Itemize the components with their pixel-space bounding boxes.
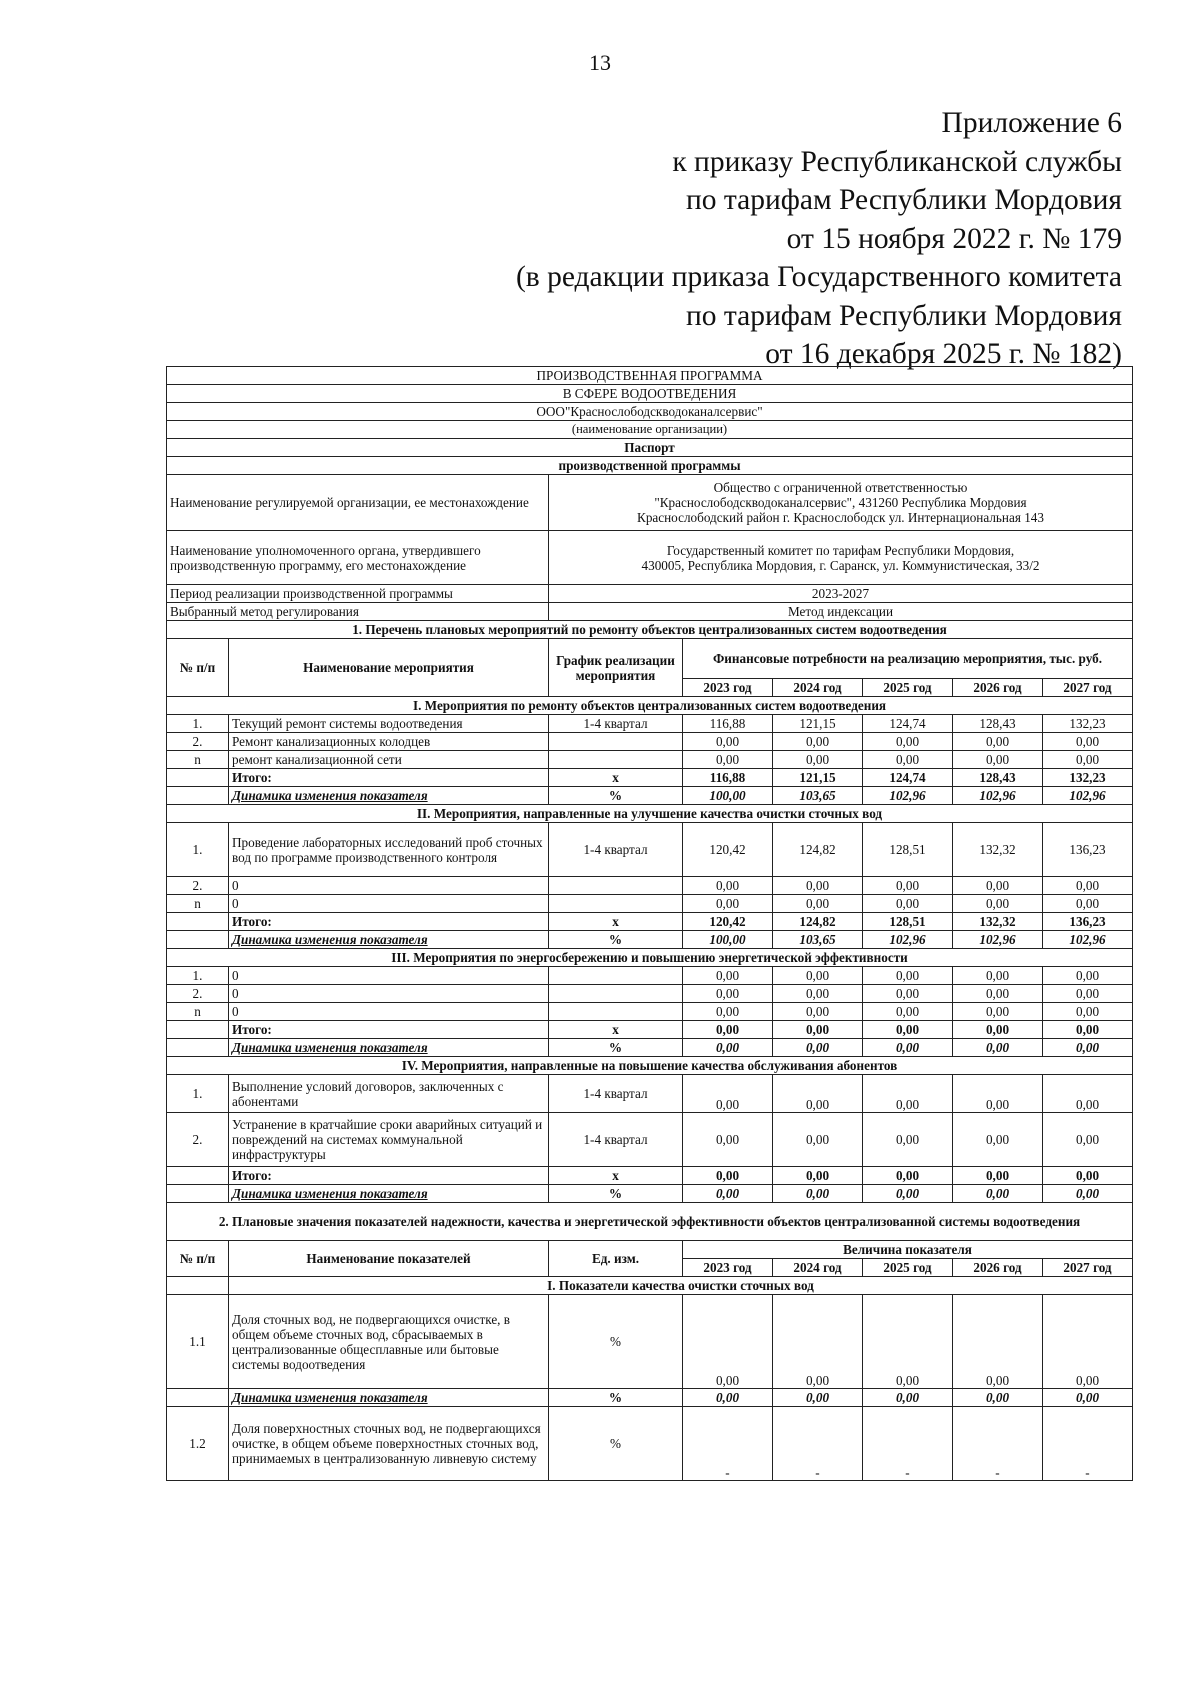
- row-value: 132,23: [1043, 715, 1133, 733]
- row-value: 0,00: [773, 1075, 863, 1113]
- organization-note: (наименование организации): [167, 421, 1133, 439]
- row-value: 0,00: [773, 733, 863, 751]
- col-unit-header: Ед. изм.: [549, 1241, 683, 1277]
- row-schedule: [549, 733, 683, 751]
- table-row: [167, 1113, 1133, 1167]
- total-value: 116,88: [683, 769, 773, 787]
- total-value: 0,00: [1043, 1021, 1133, 1039]
- row-num: n: [167, 1003, 229, 1021]
- empty-cell: [167, 1021, 229, 1039]
- table-row: [167, 967, 1133, 985]
- dynamics-value: 102,96: [953, 931, 1043, 949]
- row-name: 0: [229, 877, 549, 895]
- row-name: Ремонт канализационных колодцев: [229, 733, 549, 751]
- header-line: Приложение 6: [941, 107, 1122, 139]
- total-label: Итого:: [229, 913, 549, 931]
- row-value: 0,00: [683, 751, 773, 769]
- total-value: 120,42: [683, 913, 773, 931]
- total-value: 136,23: [1043, 913, 1133, 931]
- dynamics-value: 100,00: [683, 787, 773, 805]
- empty-cell: [167, 1167, 229, 1185]
- total-value: 0,00: [953, 1021, 1043, 1039]
- row-value: 0,00: [863, 985, 953, 1003]
- row-value: 0,00: [953, 1295, 1043, 1389]
- year-header: 2023 год: [683, 1259, 773, 1277]
- dynamics-value: 103,65: [773, 787, 863, 805]
- row-value: 0,00: [953, 967, 1043, 985]
- row-value: 0,00: [863, 967, 953, 985]
- row-value: 0,00: [773, 751, 863, 769]
- org-value: [549, 475, 1133, 531]
- year-header: 2024 год: [773, 679, 863, 697]
- table-row: [167, 751, 1133, 769]
- col-num-header: № п/п: [167, 1241, 229, 1277]
- empty-cell: [167, 769, 229, 787]
- dynamics-value: 0,00: [953, 1039, 1043, 1057]
- table-row: [167, 1003, 1133, 1021]
- row-value: 0,00: [1043, 1295, 1133, 1389]
- org-value-line: Общество с ограниченной ответственностью: [713, 480, 968, 495]
- row-value: 0,00: [863, 751, 953, 769]
- empty-cell: [167, 913, 229, 931]
- empty-cell: [167, 1277, 229, 1295]
- dynamics-value: 103,65: [773, 931, 863, 949]
- year-header: 2026 год: [953, 1259, 1043, 1277]
- row-value: 0,00: [1043, 967, 1133, 985]
- row-value: 0,00: [683, 1113, 773, 1167]
- table-row: [167, 1295, 1133, 1389]
- row-value: 0,00: [863, 1295, 953, 1389]
- row-num: 2.: [167, 1113, 229, 1167]
- dynamics-value: 102,96: [863, 931, 953, 949]
- dynamics-value: 102,96: [863, 787, 953, 805]
- col-name-header: Наименование мероприятия: [229, 639, 549, 697]
- dynamics-unit: %: [549, 1039, 683, 1057]
- total-unit: х: [549, 913, 683, 931]
- row-value: 0,00: [1043, 985, 1133, 1003]
- page-number: 13: [589, 50, 611, 75]
- dynamics-row: [167, 1039, 1133, 1057]
- dynamics-unit: %: [549, 1389, 683, 1407]
- authority-label: Наименование уполномоченного органа, утвердившего производственную программу, его местонахождение: [167, 531, 549, 585]
- group-title: I. Показатели качества очистки сточных вод: [229, 1277, 1133, 1295]
- section1-title: 1. Перечень плановых мероприятий по ремонту объектов централизованных систем водоотведения: [167, 621, 1133, 639]
- row-unit: %: [549, 1407, 683, 1481]
- total-value: 0,00: [683, 1167, 773, 1185]
- table-row: [167, 823, 1133, 877]
- row-value: 0,00: [1043, 1113, 1133, 1167]
- header-line: по тарифам Республики Мордовия: [685, 299, 1122, 332]
- program-title: ПРОИЗВОДСТВЕННАЯ ПРОГРАММА: [167, 367, 1133, 385]
- row-schedule: [549, 877, 683, 895]
- row-value: 128,51: [863, 823, 953, 877]
- dynamics-value: 102,96: [1043, 931, 1133, 949]
- program-subtitle: В СФЕРЕ ВОДООТВЕДЕНИЯ: [167, 385, 1133, 403]
- total-unit: х: [549, 769, 683, 787]
- row-num: 2.: [167, 985, 229, 1003]
- row-value: 0,00: [683, 895, 773, 913]
- row-schedule: 1-4 квартал: [549, 1113, 683, 1167]
- row-schedule: [549, 985, 683, 1003]
- col-value-header: Величина показателя: [683, 1241, 1133, 1259]
- row-value: 0,00: [773, 1003, 863, 1021]
- row-value: 121,15: [773, 715, 863, 733]
- row-value: 0,00: [1043, 733, 1133, 751]
- production-program-table: [166, 366, 1133, 1481]
- row-value: 116,88: [683, 715, 773, 733]
- total-row: [167, 769, 1133, 787]
- empty-cell: [167, 1039, 229, 1057]
- row-value: 0,00: [773, 877, 863, 895]
- total-value: 0,00: [683, 1021, 773, 1039]
- period-label: Период реализации производственной программы: [167, 585, 549, 603]
- row-value: 0,00: [1043, 895, 1133, 913]
- row-num: 1.: [167, 967, 229, 985]
- dynamics-label: Динамика изменения показателя: [229, 1039, 549, 1057]
- header-line: от 16 декабря 2025 г. № 182): [765, 338, 1122, 370]
- dynamics-unit: %: [549, 1185, 683, 1203]
- total-value: 0,00: [773, 1167, 863, 1185]
- empty-cell: [167, 931, 229, 949]
- header-line: (в редакции приказа Государственного комитета: [515, 261, 1122, 293]
- dynamics-value: 102,96: [1043, 787, 1133, 805]
- row-name: 0: [229, 985, 549, 1003]
- dynamics-row: [167, 1185, 1133, 1203]
- dynamics-value: 0,00: [1043, 1389, 1133, 1407]
- row-value: 120,42: [683, 823, 773, 877]
- dynamics-label: Динамика изменения показателя: [229, 1185, 549, 1203]
- total-unit: х: [549, 1167, 683, 1185]
- total-value: 0,00: [953, 1167, 1043, 1185]
- row-value: 136,23: [1043, 823, 1133, 877]
- row-name: 0: [229, 895, 549, 913]
- year-header: 2025 год: [863, 1259, 953, 1277]
- year-header: 2025 год: [863, 679, 953, 697]
- row-value: 124,74: [863, 715, 953, 733]
- authority-value-line: Государственный комитет по тарифам Республики Мордовия,: [666, 542, 1015, 558]
- col-name-header: Наименование показателей: [229, 1241, 549, 1277]
- dynamics-value: 0,00: [1043, 1039, 1133, 1057]
- row-num: 2.: [167, 877, 229, 895]
- total-row: [167, 913, 1133, 931]
- dynamics-value: 0,00: [773, 1039, 863, 1057]
- row-value: 0,00: [773, 967, 863, 985]
- group-title: III. Мероприятия по энергосбережению и повышению энергетической эффективности: [167, 949, 1133, 967]
- group-title: II. Мероприятия, направленные на улучшение качества очистки сточных вод: [167, 805, 1133, 823]
- row-num: 1.: [167, 715, 229, 733]
- row-value: 0,00: [773, 895, 863, 913]
- row-value: 0,00: [863, 1113, 953, 1167]
- empty-cell: [167, 1389, 229, 1407]
- dynamics-value: 0,00: [773, 1185, 863, 1203]
- total-value: 132,32: [953, 913, 1043, 931]
- dynamics-row: [167, 1389, 1133, 1407]
- row-schedule: 1-4 квартал: [549, 715, 683, 733]
- row-value: 0,00: [863, 1003, 953, 1021]
- row-value: 0,00: [863, 877, 953, 895]
- row-value: 0,00: [863, 1075, 953, 1113]
- dynamics-label: Динамика изменения показателя: [229, 931, 549, 949]
- row-name: 0: [229, 967, 549, 985]
- row-value: 0,00: [683, 985, 773, 1003]
- total-row: [167, 1021, 1133, 1039]
- authority-value: [549, 531, 1133, 585]
- row-value: 0,00: [773, 1295, 863, 1389]
- section2-title: 2. Плановые значения показателей надежности, качества и энергетической эффективности объектов централизованной системы водоотведения: [167, 1203, 1133, 1241]
- row-value: 0,00: [1043, 1075, 1133, 1113]
- row-num: 1.: [167, 1075, 229, 1113]
- row-name: Проведение лабораторных исследований проб сточных вод по программе производственного контроля: [229, 823, 549, 877]
- total-value: 124,74: [863, 769, 953, 787]
- total-value: 128,51: [863, 913, 953, 931]
- row-num: 1.2: [167, 1407, 229, 1481]
- row-name: Доля сточных вод, не подвергающихся очистке, в общем объеме сточных вод, сбрасываемых в централизованные общесплавные или бытовые системы водоотведения: [229, 1295, 549, 1389]
- row-schedule: [549, 967, 683, 985]
- table-row: [167, 877, 1133, 895]
- empty-cell: [167, 787, 229, 805]
- org-value-line: "Краснослободскводоканалсервис", 431260 Республика Мордовия: [654, 495, 1027, 510]
- row-value: 0,00: [1043, 751, 1133, 769]
- col-finance-header: Финансовые потребности на реализацию мероприятия, тыс. руб.: [683, 639, 1133, 679]
- total-unit: х: [549, 1021, 683, 1039]
- row-name: Текущий ремонт системы водоотведения: [229, 715, 549, 733]
- row-value: 0,00: [683, 1295, 773, 1389]
- row-value: 0,00: [773, 985, 863, 1003]
- total-value: 132,23: [1043, 769, 1133, 787]
- dynamics-value: 0,00: [1043, 1185, 1133, 1203]
- row-value: 0,00: [683, 967, 773, 985]
- dynamics-label: Динамика изменения показателя: [229, 1389, 549, 1407]
- row-value: -: [773, 1407, 863, 1481]
- total-value: 0,00: [773, 1021, 863, 1039]
- row-value: 0,00: [953, 985, 1043, 1003]
- row-name: ремонт канализационной сети: [229, 751, 549, 769]
- year-header: 2026 год: [953, 679, 1043, 697]
- row-value: 0,00: [953, 1075, 1043, 1113]
- row-name: Устранение в кратчайшие сроки аварийных ситуаций и повреждений на системах коммунальной инфраструктуры: [229, 1113, 549, 1167]
- header-line: к приказу Республиканской службы: [672, 145, 1122, 178]
- row-num: 1.: [167, 823, 229, 877]
- dynamics-unit: %: [549, 787, 683, 805]
- col-num-header: № п/п: [167, 639, 229, 697]
- row-value: 0,00: [953, 1113, 1043, 1167]
- organization-name: ООО"Краснослободскводоканалсервис": [167, 403, 1133, 421]
- row-name: Доля поверхностных сточных вод, не подвергающихся очистке, в общем объеме поверхностных сточных вод, принимаемых в централизованную ливневую систему: [229, 1407, 549, 1481]
- row-value: 0,00: [953, 877, 1043, 895]
- empty-cell: [167, 1185, 229, 1203]
- row-value: -: [953, 1407, 1043, 1481]
- row-value: 0,00: [953, 1003, 1043, 1021]
- dynamics-value: 102,96: [953, 787, 1043, 805]
- table-row: [167, 1407, 1133, 1481]
- dynamics-row: [167, 787, 1133, 805]
- row-value: 124,82: [773, 823, 863, 877]
- dynamics-value: 0,00: [863, 1185, 953, 1203]
- row-schedule: 1-4 квартал: [549, 1075, 683, 1113]
- year-header: 2027 год: [1043, 1259, 1133, 1277]
- row-name: Выполнение условий договоров, заключенных с абонентами: [229, 1075, 549, 1113]
- row-schedule: [549, 1003, 683, 1021]
- row-value: -: [683, 1407, 773, 1481]
- row-value: 0,00: [1043, 1003, 1133, 1021]
- row-schedule: [549, 751, 683, 769]
- dynamics-value: 0,00: [773, 1389, 863, 1407]
- total-label: Итого:: [229, 1021, 549, 1039]
- total-row: [167, 1167, 1133, 1185]
- table-row: [167, 733, 1133, 751]
- header-line: по тарифам Республики Мордовия: [685, 184, 1122, 216]
- row-value: -: [863, 1407, 953, 1481]
- total-value: 0,00: [863, 1167, 953, 1185]
- year-header: 2024 год: [773, 1259, 863, 1277]
- dynamics-row: [167, 931, 1133, 949]
- row-value: 0,00: [953, 895, 1043, 913]
- table-row: [167, 715, 1133, 733]
- dynamics-label: Динамика изменения показателя: [229, 787, 549, 805]
- row-value: 0,00: [1043, 877, 1133, 895]
- row-name: 0: [229, 1003, 549, 1021]
- row-num: 1.1: [167, 1295, 229, 1389]
- total-value: 121,15: [773, 769, 863, 787]
- table-row: [167, 1075, 1133, 1113]
- row-value: 0,00: [773, 1113, 863, 1167]
- row-value: 0,00: [863, 733, 953, 751]
- row-num: n: [167, 751, 229, 769]
- passport-title: Паспорт: [167, 439, 1133, 457]
- row-value: 0,00: [683, 1075, 773, 1113]
- total-value: 124,82: [773, 913, 863, 931]
- row-value: 0,00: [683, 877, 773, 895]
- dynamics-value: 0,00: [683, 1185, 773, 1203]
- total-value: 0,00: [863, 1021, 953, 1039]
- row-schedule: 1-4 квартал: [549, 823, 683, 877]
- table-row: [167, 985, 1133, 1003]
- group-title: IV. Мероприятия, направленные на повышение качества обслуживания абонентов: [167, 1057, 1133, 1075]
- table-row: [167, 895, 1133, 913]
- row-schedule: [549, 895, 683, 913]
- appendix-header: [516, 104, 1122, 374]
- org-value-line: Краснослободский район г. Краснослободск ул. Интернациональная 143: [637, 510, 1044, 525]
- dynamics-value: 0,00: [953, 1389, 1043, 1407]
- dynamics-value: 100,00: [683, 931, 773, 949]
- row-value: 0,00: [953, 733, 1043, 751]
- row-value: 132,32: [953, 823, 1043, 877]
- total-label: Итого:: [229, 1167, 549, 1185]
- dynamics-value: 0,00: [863, 1039, 953, 1057]
- dynamics-value: 0,00: [863, 1389, 953, 1407]
- row-value: 128,43: [953, 715, 1043, 733]
- method-label: Выбранный метод регулирования: [167, 603, 549, 621]
- total-value: 0,00: [1043, 1167, 1133, 1185]
- authority-value-line: 430005, Республика Мордовия, г. Саранск, ул. Коммунистическая, 33/2: [641, 557, 1040, 573]
- row-value: 0,00: [863, 895, 953, 913]
- dynamics-unit: %: [549, 931, 683, 949]
- year-header: 2027 год: [1043, 679, 1133, 697]
- row-value: -: [1043, 1407, 1133, 1481]
- passport-subtitle: производственной программы: [167, 457, 1133, 475]
- row-value: 0,00: [683, 733, 773, 751]
- method-value: Метод индексации: [549, 603, 1133, 621]
- period-value: 2023-2027: [549, 585, 1133, 603]
- year-header: 2023 год: [683, 679, 773, 697]
- col-schedule-header: График реализации мероприятия: [549, 639, 683, 697]
- org-label: Наименование регулируемой организации, ее местонахождение: [167, 475, 549, 531]
- dynamics-value: 0,00: [683, 1389, 773, 1407]
- total-value: 128,43: [953, 769, 1043, 787]
- group-title: I. Мероприятия по ремонту объектов централизованных систем водоотведения: [167, 697, 1133, 715]
- row-value: 0,00: [953, 751, 1043, 769]
- dynamics-value: 0,00: [953, 1185, 1043, 1203]
- header-line: от 15 ноября 2022 г. № 179: [786, 222, 1122, 255]
- total-label: Итого:: [229, 769, 549, 787]
- row-num: 2.: [167, 733, 229, 751]
- row-value: 0,00: [683, 1003, 773, 1021]
- dynamics-value: 0,00: [683, 1039, 773, 1057]
- row-num: n: [167, 895, 229, 913]
- row-unit: %: [549, 1295, 683, 1389]
